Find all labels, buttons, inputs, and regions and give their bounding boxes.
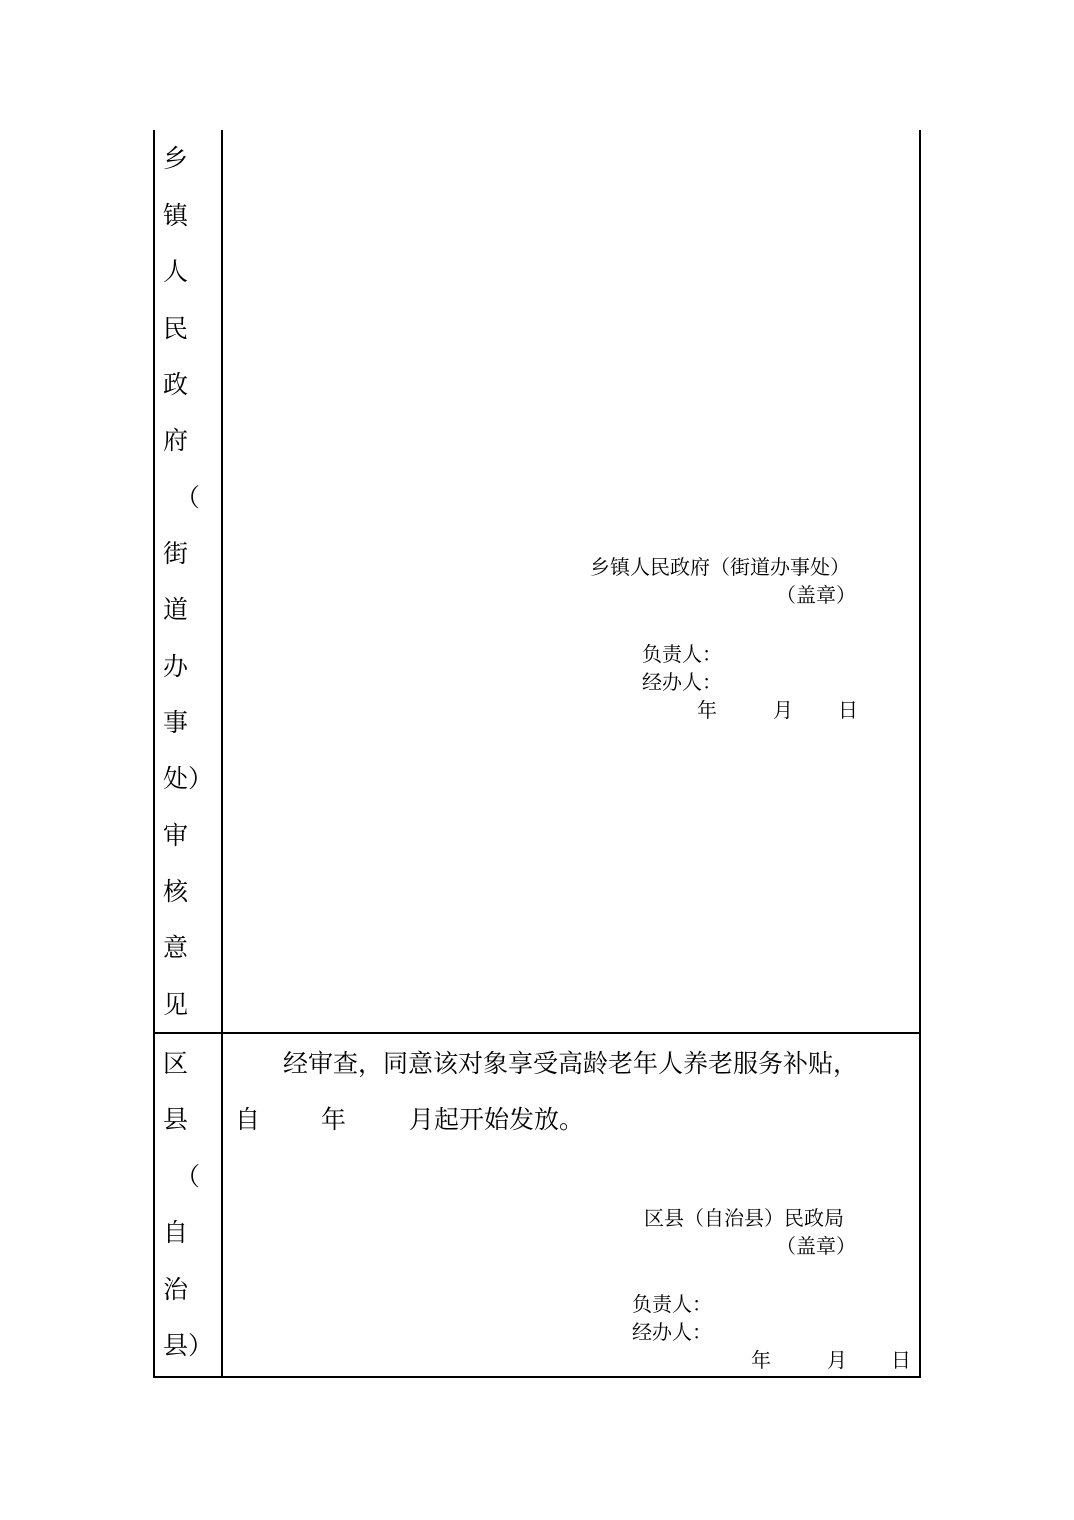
label-char: 人 xyxy=(163,257,189,286)
county-year: 年 xyxy=(751,1348,771,1372)
county-handler: 经办人： xyxy=(632,1320,712,1344)
label-char: 自 xyxy=(163,1218,189,1247)
township-year: 年 xyxy=(697,698,717,722)
label-char: 政 xyxy=(163,370,189,399)
county-day: 日 xyxy=(891,1348,911,1372)
label-char: 意 xyxy=(163,933,189,962)
label-char: 县 xyxy=(163,1105,189,1134)
township-handler: 经办人： xyxy=(642,670,722,694)
label-char: 镇 xyxy=(163,201,189,230)
label-char: 街 xyxy=(163,539,189,568)
label-char: （ xyxy=(175,483,201,512)
label-char: 县） xyxy=(163,1331,214,1360)
label-char: 道 xyxy=(163,595,189,624)
label-char: 核 xyxy=(163,877,189,906)
township-org-name: 乡镇人民政府（街道办事处） xyxy=(590,555,850,579)
row-divider xyxy=(153,1032,921,1034)
label-char: 处） xyxy=(163,764,214,793)
township-seal: （盖章） xyxy=(776,583,856,607)
label-char: 民 xyxy=(163,314,189,343)
approval-statement: 经审查，同意该对象享受高龄老年人养老服务补贴， xyxy=(283,1049,859,1078)
start-month-text: 月起开始发放。 xyxy=(409,1105,585,1134)
label-char: 办 xyxy=(163,652,189,681)
table-bottom-border xyxy=(153,1376,921,1378)
start-from-label: 自 xyxy=(235,1105,261,1134)
label-char: 府 xyxy=(163,426,189,455)
county-responsible: 负责人： xyxy=(632,1292,712,1316)
county-month: 月 xyxy=(827,1348,847,1372)
label-char: 事 xyxy=(163,708,189,737)
label-char: 审 xyxy=(163,821,189,850)
township-month: 月 xyxy=(773,698,793,722)
township-responsible: 负责人： xyxy=(642,642,722,666)
county-org-name: 区县（自治县）民政局 xyxy=(644,1206,844,1230)
table-left-border xyxy=(153,130,155,1378)
column-divider xyxy=(221,130,223,1378)
label-char: 乡 xyxy=(163,144,189,173)
township-day: 日 xyxy=(838,698,858,722)
county-seal: （盖章） xyxy=(776,1234,856,1258)
label-char: 治 xyxy=(163,1275,189,1304)
table-right-border xyxy=(919,130,921,1378)
label-char: （ xyxy=(175,1162,201,1191)
label-char: 见 xyxy=(163,990,189,1019)
label-char: 区 xyxy=(163,1049,189,1078)
start-year-label: 年 xyxy=(321,1105,347,1134)
